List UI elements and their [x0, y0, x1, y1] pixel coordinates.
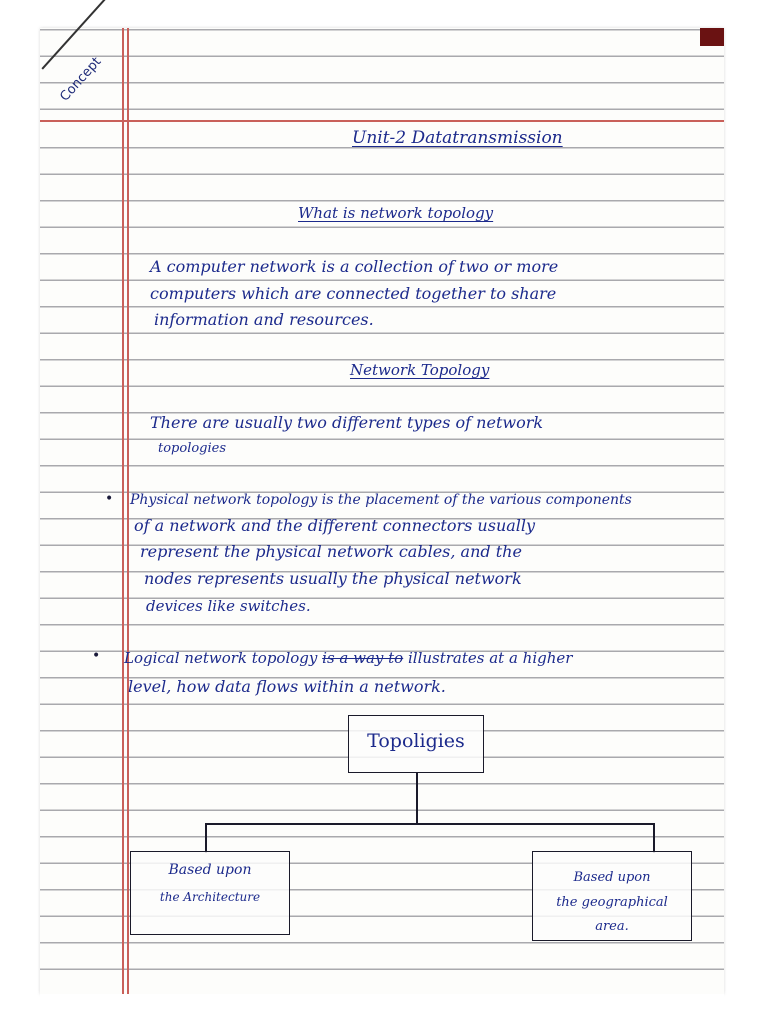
bullet-dot-logical: • — [92, 648, 101, 664]
connector-horizontal — [205, 823, 655, 825]
left-margin-line — [122, 28, 124, 994]
physical-line-2: of a network and the different connectors usually — [134, 516, 536, 535]
physical-line-4: nodes represents usually the physical network — [144, 569, 522, 588]
right-box-line-2: the geographical — [556, 895, 668, 910]
header-margin-line — [40, 120, 724, 122]
notebook-corner-tab — [700, 28, 724, 46]
right-box-line-1: Based upon — [573, 870, 651, 885]
definition-line-1: A computer network is a collection of two or more — [150, 257, 559, 276]
notebook-page — [40, 28, 724, 994]
corner-diagonal-line — [41, 0, 116, 69]
intro-line-1: There are usually two different types of network — [150, 413, 544, 432]
physical-line-5: devices like switches. — [146, 597, 311, 615]
right-box-line-3: area. — [595, 919, 629, 934]
connector-vertical-main — [416, 772, 418, 824]
definition-line-3: information and resources. — [154, 310, 374, 329]
physical-line-1: Physical network topology is the placement of the various components — [130, 492, 632, 508]
physical-line-3: represent the physical network cables, and the — [140, 542, 522, 561]
left-box-line-2: the Architecture — [159, 890, 261, 904]
connector-left-drop — [205, 823, 207, 853]
connector-right-drop — [653, 823, 655, 853]
logical-text-struck: is a way to — [322, 649, 404, 667]
page-title: Unit-2 Datatransmission — [352, 128, 563, 148]
logical-line-2: level, how data flows within a network. — [128, 677, 446, 696]
logical-text-after: illustrates at a higher — [403, 649, 573, 667]
logical-text-before: Logical network topology — [124, 649, 323, 667]
concept-label: Concept — [57, 54, 105, 105]
intro-line-2: topologies — [158, 441, 227, 456]
definition-line-2: computers which are connected together to share — [150, 284, 557, 303]
left-margin-line-inner — [127, 28, 129, 994]
page-bottom-edge — [40, 994, 724, 1024]
logical-line-1 — [124, 649, 572, 667]
bullet-dot-physical: • — [105, 491, 114, 507]
heading-network-topology: Network Topology — [350, 361, 490, 379]
heading-network-topology-question: What is network topology — [298, 204, 494, 222]
diagram-root-label: Topoligies — [367, 730, 465, 752]
left-box-line-1: Based upon — [168, 862, 252, 878]
